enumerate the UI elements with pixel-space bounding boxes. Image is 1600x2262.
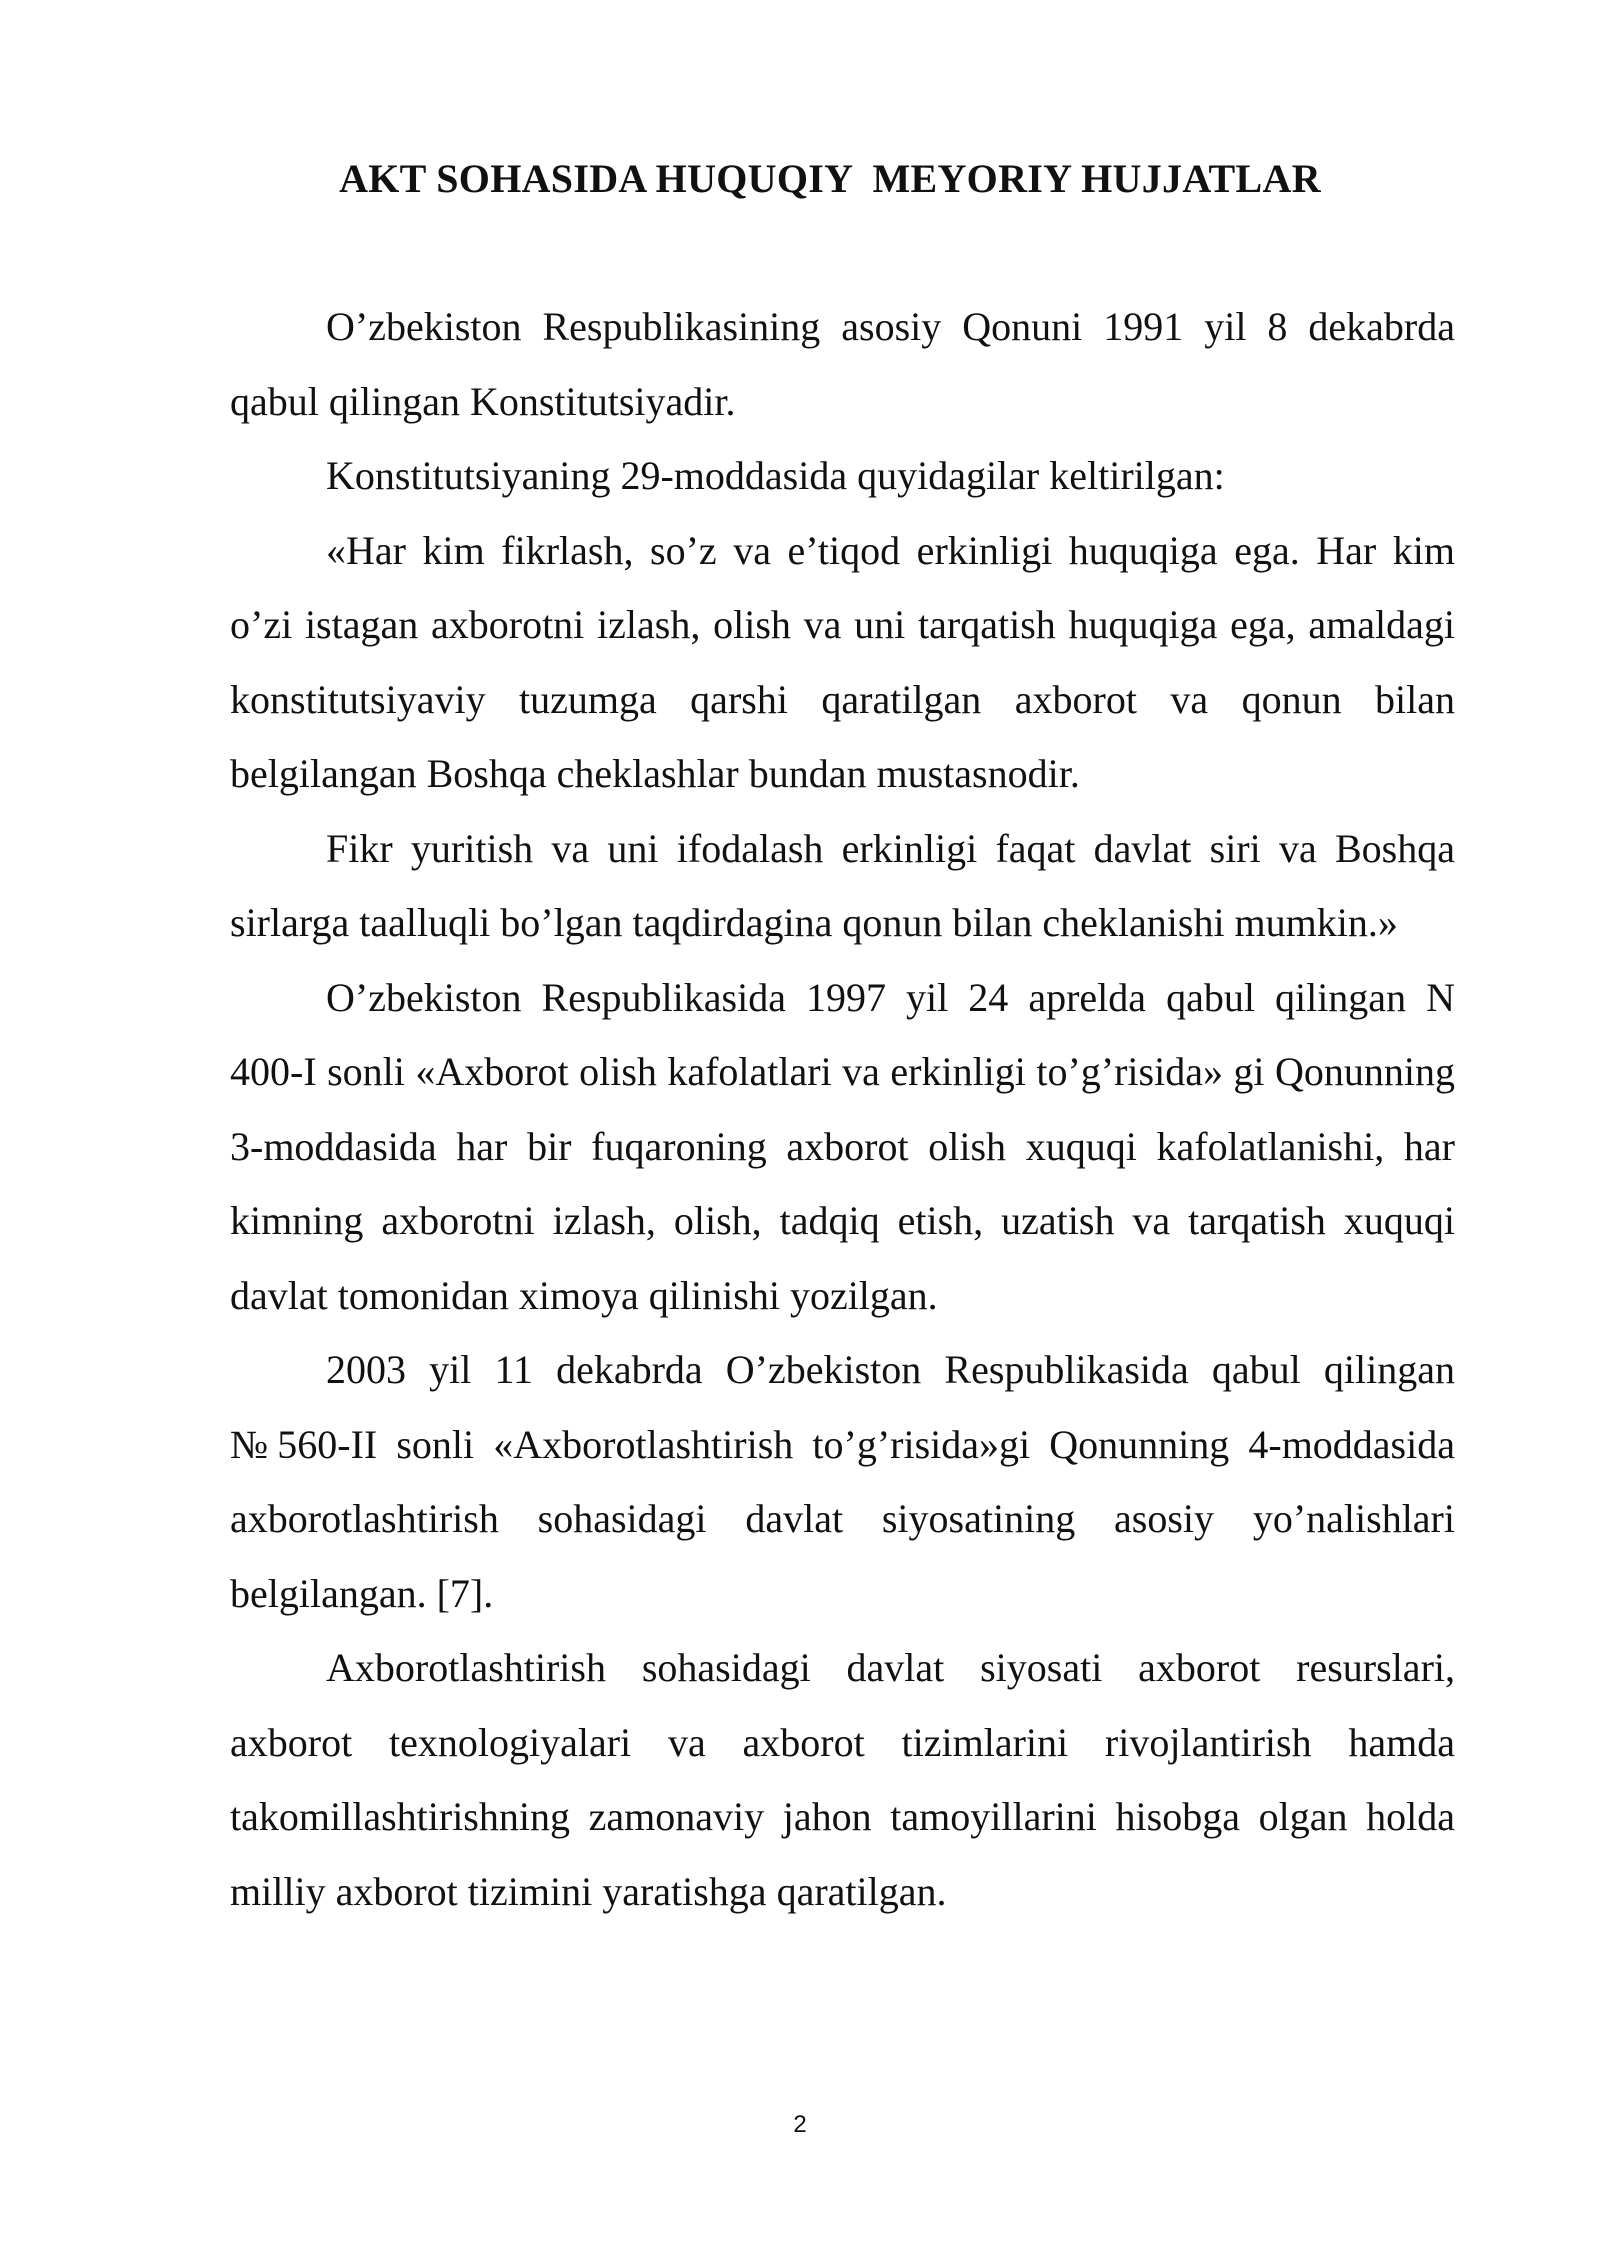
document-body bbox=[230, 290, 1455, 1929]
paragraph-freedom-of-expression: Fikr yuritish va uni ifodalash erkinligi faqat davlat siri va Boshqa sirlarga taalluqli bo’lgan taqdirdagina qonun bilan cheklanishi mumkin.» bbox=[230, 825, 1455, 945]
paragraph-article-29-intro: Konstitutsiyaning 29-moddasida quyidagilar keltirilgan: bbox=[326, 453, 1225, 498]
page-number: 2 bbox=[793, 2111, 807, 2138]
document-title: AKT SOHASIDA HUQUQIY MEYORIY HUJJATLAR bbox=[339, 156, 1321, 201]
paragraph-law-1997: O’zbekiston Respublikasida 1997 yil 24 aprelda qabul qilingan N 400-I sonli «Axborot olish kafolatlari va erkinligi to’g’risida» gi Qonunning 3-moddasida har bir fuqaroning axborot olish xuquqi kafolatlanishi, har kimning axborotni izlash, olish, tadqiq etish, uzatish va tarqatish xuquqi davlat tomonidan ximoya qilinishi yozilgan. bbox=[230, 974, 1455, 1318]
paragraph-constitution: O’zbekiston Respublikasining asosiy Qonuni 1991 yil 8 dekabrda qabul qilingan Konstitutsiyadir. bbox=[230, 304, 1455, 424]
paragraph-law-2003: 2003 yil 11 dekabrda O’zbekiston Respublikasida qabul qilingan №560-II sonli «Axborotlashtirish to’g’risida»gi Qonunning 4-moddasida axborotlashtirish sohasidagi davlat siyosatining asosiy yo’nalishlari belgilangan. [7]. bbox=[230, 1347, 1455, 1616]
paragraph-article-29-quote: «Har kim fikrlash, so’z va e’tiqod erkinligi huquqiga ega. Har kim o’zi istagan axborotni izlash, olish va uni tarqatish huquqiga ega, amaldagi konstitutsiyaviy tuzumga qarshi qaratilgan axborot va qonun bilan belgilangan Boshqa cheklashlar bundan mustasnodir. bbox=[230, 527, 1455, 796]
paragraph-state-policy: Axborotlashtirish sohasidagi davlat siyosati axborot resurslari, axborot texnologiyalari va axborot tizimlarini rivojlantirish hamda takomillashtirishning zamonaviy jahon tamoyillarini hisobga olgan holda milliy axborot tizimini yaratishga qaratilgan. bbox=[230, 1645, 1455, 1914]
